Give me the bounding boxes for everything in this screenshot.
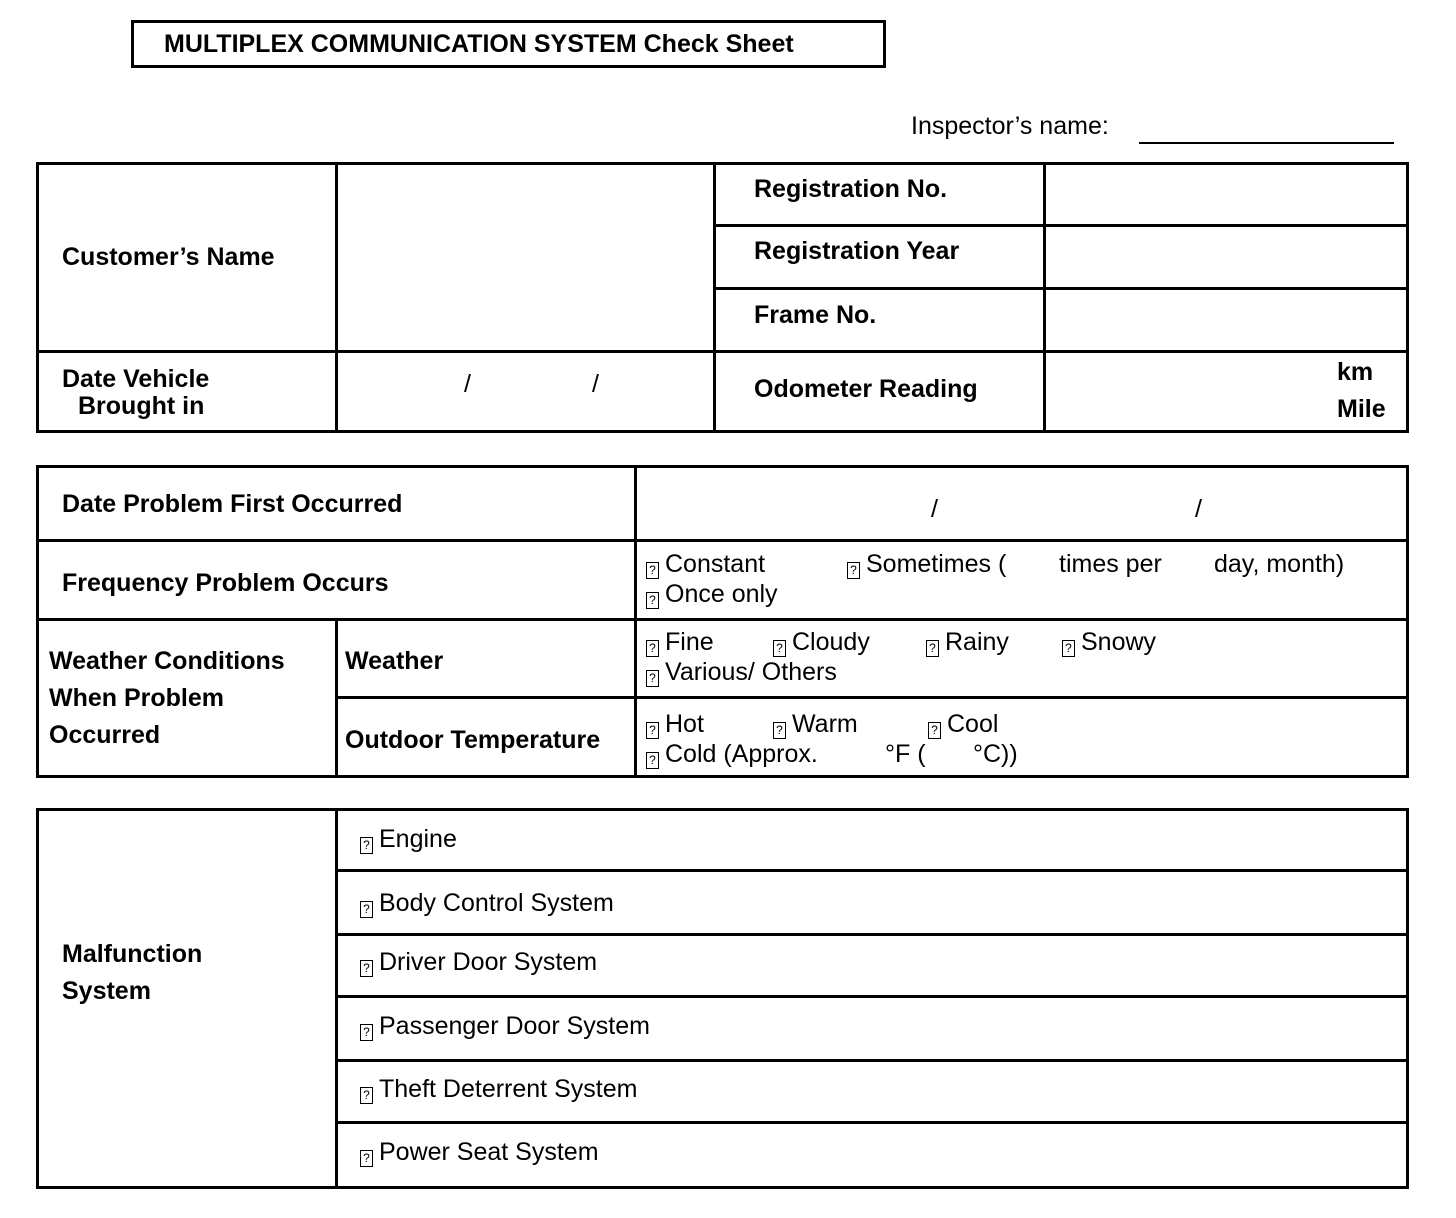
- option-fine[interactable]: [646, 627, 714, 657]
- odometer-label: Odometer Reading: [754, 375, 978, 403]
- registration-no-label: Registration No.: [754, 175, 948, 203]
- checkbox-icon[interactable]: ?: [928, 722, 941, 739]
- registration-year-label: Registration Year: [754, 237, 960, 265]
- option-label: Cool: [947, 710, 999, 738]
- divider: [1043, 162, 1046, 433]
- date-separator: /: [464, 370, 471, 398]
- option-label: Power Seat System: [379, 1138, 599, 1166]
- weather-group-label-line3: Occurred: [49, 721, 161, 749]
- malfunction-label-line1: Malfunction: [62, 940, 203, 968]
- checkbox-icon[interactable]: ?: [646, 562, 659, 579]
- weather-group-label-line2: When Problem: [49, 684, 225, 712]
- unit-km: km: [1337, 358, 1374, 386]
- checkbox-icon[interactable]: ?: [646, 722, 659, 739]
- system-engine[interactable]: [360, 824, 457, 854]
- registration-year-field[interactable]: [1048, 229, 1404, 285]
- customer-name-field[interactable]: [340, 166, 710, 348]
- option-label: Passenger Door System: [379, 1012, 650, 1040]
- option-sometimes[interactable]: [847, 549, 1006, 579]
- divider: [335, 995, 1409, 998]
- divider: [335, 933, 1409, 936]
- divider: [634, 465, 637, 778]
- frame-no-label: Frame No.: [754, 301, 877, 329]
- option-label: Warm: [792, 710, 858, 738]
- option-snowy[interactable]: [1062, 627, 1156, 657]
- checkbox-icon[interactable]: ?: [1062, 640, 1075, 657]
- option-label: Constant: [665, 550, 766, 578]
- malfunction-label-line2: System: [62, 977, 151, 1005]
- divider: [36, 350, 1409, 353]
- system-driver-door[interactable]: [360, 947, 597, 977]
- option-rainy[interactable]: [926, 627, 1009, 657]
- registration-no-field[interactable]: [1048, 166, 1404, 222]
- page-title: MULTIPLEX COMMUNICATION SYSTEM Check Sheet: [164, 30, 794, 58]
- option-hot[interactable]: [646, 709, 704, 739]
- frame-no-field[interactable]: [1048, 292, 1404, 348]
- checkbox-icon[interactable]: ?: [360, 960, 373, 977]
- checkbox-icon[interactable]: ?: [360, 1150, 373, 1167]
- checkbox-icon[interactable]: ?: [773, 722, 786, 739]
- option-label: Engine: [379, 825, 457, 853]
- checkbox-icon[interactable]: ?: [646, 640, 659, 657]
- inspector-name-field[interactable]: [1139, 142, 1394, 144]
- date-separator: /: [1195, 495, 1202, 523]
- divider: [335, 808, 338, 1189]
- outdoor-temperature-label: Outdoor Temperature: [345, 726, 601, 754]
- option-cool[interactable]: [928, 709, 998, 739]
- divider: [713, 287, 1409, 290]
- malfunction-system-table: [36, 808, 1409, 1189]
- day-month-label: day, month): [1214, 550, 1345, 578]
- divider: [36, 618, 1409, 621]
- checkbox-icon[interactable]: ?: [646, 592, 659, 609]
- system-body-control[interactable]: [360, 888, 614, 918]
- unit-mile: Mile: [1337, 395, 1386, 423]
- date-brought-label-line1: Date Vehicle: [62, 365, 210, 393]
- frequency-label: Frequency Problem Occurs: [62, 569, 389, 597]
- option-warm[interactable]: [773, 709, 858, 739]
- checkbox-icon[interactable]: ?: [773, 640, 786, 657]
- checkbox-icon[interactable]: ?: [646, 752, 659, 769]
- date-brought-label-line2: Brought in: [78, 392, 205, 420]
- divider: [335, 1059, 1409, 1062]
- customer-name-label: Customer’s Name: [62, 243, 275, 271]
- divider: [335, 869, 1409, 872]
- date-first-occurred-field[interactable]: [639, 469, 1405, 537]
- option-label: Snowy: [1081, 628, 1157, 656]
- date-separator: /: [592, 370, 599, 398]
- option-constant[interactable]: [646, 549, 765, 579]
- inspector-label: Inspector’s name:: [911, 112, 1109, 140]
- option-label: Hot: [665, 710, 704, 738]
- checkbox-icon[interactable]: ?: [926, 640, 939, 657]
- odometer-field[interactable]: [1048, 355, 1404, 429]
- option-cloudy[interactable]: [773, 627, 870, 657]
- option-once-only[interactable]: [646, 579, 778, 609]
- checkbox-icon[interactable]: ?: [847, 562, 860, 579]
- date-brought-field[interactable]: [340, 355, 710, 429]
- unit-celsius: °C)): [973, 740, 1018, 768]
- option-label: Sometimes (: [866, 550, 1007, 578]
- option-label: Cold (Approx.: [665, 740, 818, 768]
- system-theft-deterrent[interactable]: [360, 1074, 637, 1104]
- checkbox-icon[interactable]: ?: [646, 670, 659, 687]
- option-label: Various/ Others: [665, 658, 837, 686]
- option-label: Theft Deterrent System: [379, 1075, 638, 1103]
- checkbox-icon[interactable]: ?: [360, 901, 373, 918]
- checkbox-icon[interactable]: ?: [360, 1024, 373, 1041]
- divider: [713, 162, 716, 433]
- weather-label: Weather: [345, 647, 444, 675]
- system-power-seat[interactable]: [360, 1137, 599, 1167]
- option-label: Fine: [665, 628, 714, 656]
- title-box: [131, 20, 886, 68]
- times-per-label: times per: [1059, 550, 1162, 578]
- option-label: Once only: [665, 580, 778, 608]
- divider: [36, 539, 1409, 542]
- weather-group-label-line1: Weather Conditions: [49, 647, 285, 675]
- divider: [335, 696, 1409, 699]
- option-label: Driver Door System: [379, 948, 598, 976]
- option-label: Body Control System: [379, 889, 614, 917]
- divider: [335, 1121, 1409, 1124]
- option-label: Cloudy: [792, 628, 870, 656]
- checkbox-icon[interactable]: ?: [360, 837, 373, 854]
- checkbox-icon[interactable]: ?: [360, 1087, 373, 1104]
- date-separator: /: [931, 495, 938, 523]
- option-various-others[interactable]: [646, 657, 837, 687]
- option-cold[interactable]: [646, 739, 818, 769]
- divider: [713, 224, 1409, 227]
- divider: [335, 162, 338, 433]
- system-passenger-door[interactable]: [360, 1011, 650, 1041]
- unit-fahrenheit: °F (: [885, 740, 926, 768]
- option-label: Rainy: [945, 628, 1009, 656]
- date-first-occurred-label: Date Problem First Occurred: [62, 490, 403, 518]
